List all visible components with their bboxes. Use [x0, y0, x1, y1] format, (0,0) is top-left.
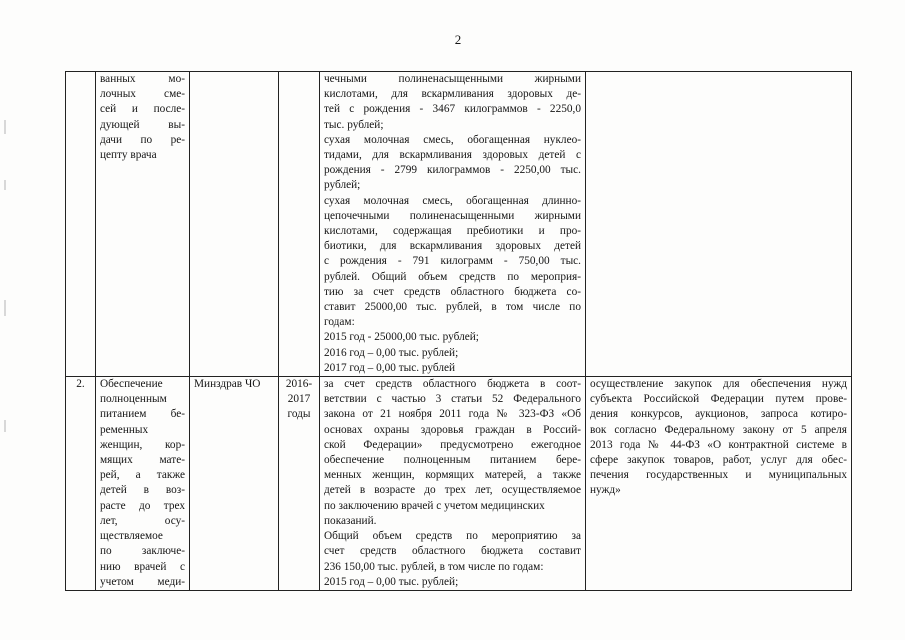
measure-name-line: лочных сме- [100, 88, 185, 101]
description-line: годам: [324, 316, 355, 329]
measure-name-line: учетом меди- [100, 575, 185, 588]
description-line: обеспечение полноценным питанием бере- [324, 454, 581, 467]
procedure-line: дения конкурсов, аукционов, запроса котиро- [590, 408, 847, 421]
description-line: за счет средств областного бюджета в соот- [324, 378, 581, 391]
measure-name-line: женщин, кор- [100, 438, 185, 451]
description-line: рождения - 2799 килограммов - 2250,00 тыс. [324, 164, 581, 177]
description-line: сухая молочная смесь, обогащенная нуклео- [324, 133, 581, 146]
period-cell [279, 72, 320, 377]
measure-name-line: ванных мо- [100, 73, 185, 85]
measures-table [65, 71, 852, 591]
scan-margin-mark [4, 120, 6, 134]
measure-name-line: мящих мате- [100, 454, 185, 467]
description-line: закона от 21 ноября 2011 года № 323-ФЗ «Об [324, 408, 581, 421]
description-line: детей в возрасте до трех лет, осуществляемое [324, 484, 581, 497]
measure-name-line: питанием бе- [100, 408, 185, 421]
description-line: по заключению врачей с учетом медицинских [324, 499, 545, 512]
description-line: менных женщин, кормящих матерей, а также [324, 469, 581, 482]
description-line: рублей; [324, 179, 361, 192]
description-line: кислотами, содержащая пребиотики и про- [324, 225, 581, 238]
table-row [66, 72, 852, 377]
description-line: сухая молочная смесь, обогащенная длинно- [324, 194, 581, 207]
measure-name-line: сей и после- [100, 103, 185, 116]
measure-name-line: цепту врача [100, 149, 157, 162]
procedure-line: 2013 года № 44-ФЗ «О контрактной системе в [590, 438, 847, 451]
executor-cell [190, 72, 279, 377]
description-line: 2015 год – 0,00 тыс. рублей; [324, 575, 459, 588]
description-line: тыс. рублей; [324, 118, 384, 131]
description-line: 2016 год – 0,00 тыс. рублей; [324, 346, 459, 359]
description-line: чечными полиненасыщенными жирными [324, 73, 581, 85]
period-cell [279, 377, 320, 591]
procedure-line: нужд» [590, 484, 621, 497]
procedure-line: субъекта Российской Федерации путем прове- [590, 393, 847, 406]
measure-name-line: расте до трех [100, 499, 185, 512]
measure-name-line: нию врачей с [100, 560, 185, 573]
executor-text: Минздрав ЧО [194, 378, 261, 391]
description-line: рублей. Общий объем средств по мероприя- [324, 270, 581, 283]
row-number-cell [66, 72, 96, 377]
description-line: 236 150,00 тыс. рублей, в том числе по годам: [324, 560, 544, 573]
measure-name-line: по заключе- [100, 545, 185, 558]
procedure-line: печения государственных и муниципальных [590, 469, 847, 482]
scan-margin-mark [4, 180, 6, 190]
measure-name-line: ществляемое [100, 530, 163, 543]
period-line: годы [287, 408, 311, 421]
description-line: ской Федерации» предусмотрено ежегодное [324, 438, 581, 451]
description-line: показаний. [324, 514, 377, 527]
measure-name-line: рей, а также [100, 469, 185, 482]
table-row [66, 377, 852, 591]
description-line: тидами, для вскармливания здоровых детей с [324, 149, 581, 162]
page-number: 2 [454, 32, 462, 47]
description-cell [320, 377, 586, 591]
description-line: с рождения - 791 килограмм - 750,00 тыс. [324, 255, 581, 268]
description-line: ставит 25000,00 тыс. рублей, в том числе по [324, 301, 581, 314]
scan-margin-mark [4, 420, 6, 432]
procedure-line: сфере закупок товаров, работ, услуг для обес- [590, 454, 847, 467]
measure-name-line: Обеспечение [100, 378, 163, 391]
description-line: тей с рождения - 3467 килограммов - 2250,0 [324, 103, 581, 116]
description-line: кислотами, для вскармливания здоровых де- [324, 88, 581, 101]
measure-name-line: ременных [100, 423, 149, 436]
description-line: Общий объем средств по мероприятию за [324, 530, 581, 543]
period-line: 2017 [287, 393, 311, 406]
procedure-line: вок согласно Федеральному закону от 5 апреля [590, 423, 847, 436]
period-line: 2016- [285, 378, 313, 391]
row-number-cell [66, 377, 96, 591]
procedure-line: осуществление закупок для обеспечения нужд [590, 378, 847, 391]
measure-name-cell [96, 377, 190, 591]
description-cell [320, 72, 586, 377]
measure-name-line: полноценным [100, 393, 167, 406]
row-number: 2. [76, 378, 85, 391]
description-line: 2015 год - 25000,00 тыс. рублей; [324, 331, 479, 344]
executor-cell [190, 377, 279, 591]
description-line: тию за счет средств областного бюджета со- [324, 285, 581, 298]
description-line: основах охраны здоровья граждан в Россий- [324, 423, 581, 436]
procedure-cell [586, 72, 852, 377]
description-line: 2017 год – 0,00 тыс. рублей [324, 361, 456, 374]
description-line: счет средств областного бюджета составит [324, 545, 581, 558]
measure-name-line: лет, осу- [100, 514, 185, 527]
measure-name-line: детей в воз- [100, 484, 185, 497]
measure-name-line: дующей вы- [100, 118, 185, 131]
measure-name-line: дачи по ре- [100, 133, 185, 146]
scan-margin-mark [4, 300, 6, 316]
description-line: биотики, для вскармливания здоровых детей [324, 240, 581, 253]
procedure-cell [586, 377, 852, 591]
description-line: цепочечными полиненасыщенными жирными [324, 209, 581, 222]
measure-name-cell [96, 72, 190, 377]
description-line: ветствии с частью 3 статьи 52 Федерального [324, 393, 581, 406]
